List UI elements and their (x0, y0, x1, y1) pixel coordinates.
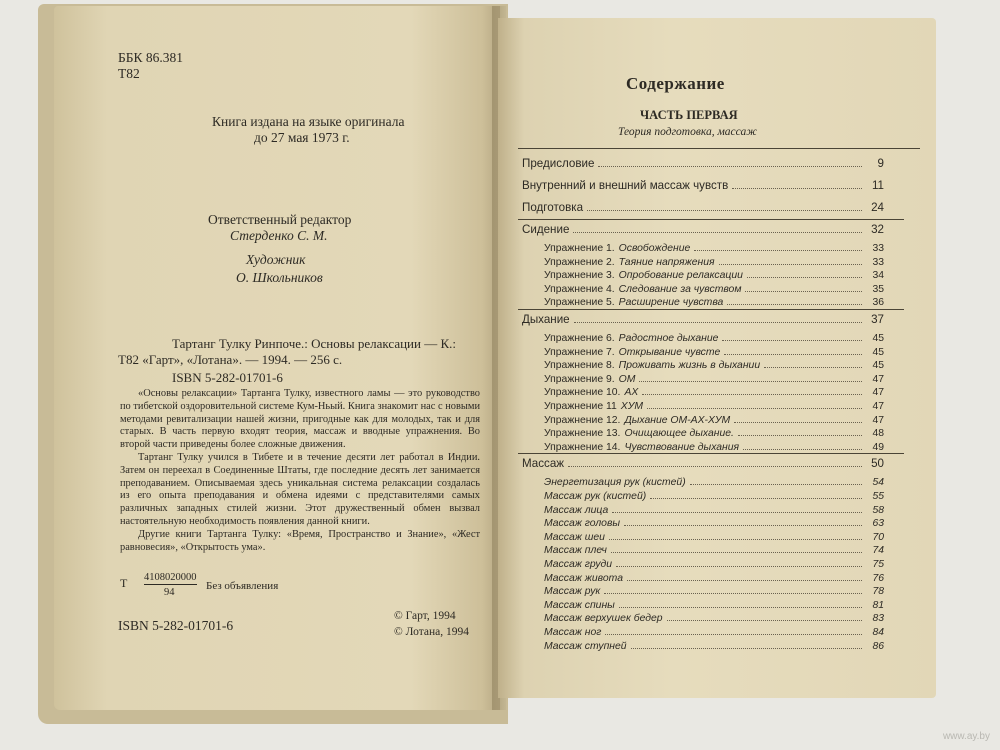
toc-entry-row (522, 425, 884, 439)
toc-entry-label: Упражнение 10. (544, 387, 621, 399)
leader-dots (743, 449, 862, 450)
leader-dots (734, 422, 862, 423)
leader-dots (747, 277, 862, 278)
leader-dots (732, 188, 862, 189)
toc-entry-row (522, 371, 884, 385)
toc-section-row (522, 456, 884, 470)
toc-page-number: 78 (872, 586, 884, 598)
toc-page-number: 33 (872, 243, 884, 254)
toc-page-number: 50 (871, 457, 884, 471)
toc-entry-title: АХ (624, 387, 639, 399)
toc-entry-title: Опробование релаксации (618, 270, 743, 282)
toc-entry-row (522, 254, 884, 268)
leader-dots (745, 291, 862, 292)
no-ads-note: Без объявления (206, 580, 279, 592)
toc-page-number: 47 (872, 414, 884, 426)
toc-page-number: 84 (872, 627, 884, 638)
leader-dots (690, 484, 862, 485)
toc-entry-label: Массаж шеи (544, 531, 605, 543)
leader-dots (624, 525, 862, 526)
catalog-code: Т82 (118, 66, 140, 81)
leader-dots (605, 634, 862, 635)
toc-entry-label: Массаж рук (кистей) (544, 491, 647, 502)
toc-page-number: 36 (872, 297, 884, 309)
toc-entry-row (522, 344, 884, 358)
toc-section-row (522, 200, 884, 214)
leader-dots (627, 580, 862, 581)
toc-page-number: 37 (871, 313, 884, 326)
toc-entry-label: Подготовка (522, 201, 584, 214)
toc-page-number: 55 (872, 491, 884, 502)
toc-entry-label: Массаж (522, 457, 565, 471)
leader-dots (722, 340, 862, 341)
toc-entry-label: Упражнение 3. (544, 270, 615, 282)
toc-entry-row (522, 267, 884, 281)
leader-dots (764, 367, 862, 368)
toc-page-number: 48 (872, 428, 884, 440)
section-divider (518, 453, 904, 454)
toc-entry-row (522, 488, 884, 502)
toc-entry-label: Упражнение 2. (544, 256, 615, 268)
toc-entry-row (522, 240, 884, 254)
leader-dots (611, 552, 862, 553)
toc-page-number: 45 (872, 346, 884, 358)
toc-entry-row (522, 474, 884, 488)
toc-page-number: 34 (872, 270, 884, 282)
toc-page-number: 9 (877, 157, 884, 170)
toc-entry-label: Массаж плеч (544, 545, 607, 557)
toc-entry-label: Упражнение 7. (544, 346, 615, 358)
toc-entry-label: Упражнение 5. (544, 297, 615, 309)
toc-entry-title: Проживать жизнь в дыхании (618, 360, 761, 372)
toc-section-row (522, 178, 884, 192)
toc-entry-row (522, 439, 884, 453)
toc-page-number: 74 (872, 545, 884, 557)
toc-entry-row (522, 529, 884, 543)
toc-page-number: 47 (872, 373, 884, 385)
toc-page-number: 54 (872, 477, 884, 489)
annotation (120, 388, 480, 554)
toc-entry-row (522, 330, 884, 344)
toc-entry-row (522, 542, 884, 556)
toc-entry-label: Упражнение 13. (544, 428, 621, 440)
annotation-paragraph: Тартанг Тулку учился в Тибете и в течение десяти лет работал в Индии. Затем он переехал в Соединенные Штаты, где последние десять лет занимается преподаванием. Описываемая здесь уникальная система релаксации создалась из его опыта преподавания и обмена идеями с представителями самых различных западных стилей жизни. Этот дружественный обмен вызвал настоятельную необходимость появления данной книги. (120, 451, 480, 527)
toc-entry-title: Освобождение (618, 243, 691, 254)
bibliographic-line-1: Тартанг Тулку Ринпоче.: Основы релаксации — К.: (172, 336, 457, 351)
copyright-2: © Лотана, 1994 (394, 626, 470, 638)
toc-entry-label: Упражнение 8. (544, 360, 615, 372)
price-code-letter: Т (120, 576, 128, 590)
isbn-bottom: ISBN 5-282-01701-6 (118, 618, 234, 633)
leader-dots (604, 593, 862, 594)
price-code-denominator: 94 (164, 587, 175, 598)
toc-entry-row (522, 570, 884, 584)
toc-entry-row (522, 624, 884, 638)
toc-entry-label: Массаж верхушек бедер (544, 613, 663, 625)
toc-entry-title: Чувствование дыхания (624, 441, 740, 453)
leader-dots (612, 512, 862, 513)
copyright-1: © Гарт, 1994 (394, 610, 456, 622)
toc-entry-label: Массаж лица (544, 504, 609, 516)
leader-dots (573, 232, 862, 233)
watermark: www.ay.by (942, 731, 990, 742)
toc-page-number: 75 (872, 559, 884, 570)
toc-page-number: 35 (872, 283, 884, 295)
leader-dots (642, 394, 862, 395)
bbk-code: ББК 86.381 (118, 50, 184, 65)
part-heading: ЧАСТЬ ПЕРВАЯ (640, 108, 738, 122)
toc-entry-row (522, 281, 884, 295)
leader-dots (650, 498, 862, 499)
price-code-numerator: 4108020000 (144, 572, 197, 583)
toc-page-number: 24 (871, 201, 884, 214)
contents-title: Содержание (626, 74, 725, 93)
leader-dots (667, 620, 862, 621)
toc-page-number: 45 (872, 360, 884, 372)
toc-entry-label: Упражнение 11 (544, 401, 617, 412)
toc-entry-title: Очищающее дыхание. (624, 428, 734, 440)
toc-entry-title: Следование за чувством (618, 283, 742, 295)
toc-entry-label: Сидение (522, 223, 570, 236)
toc-entry-label: Упражнение 4. (544, 283, 615, 295)
toc-entry-title: ХУМ (620, 401, 644, 412)
toc-entry-label: Энергетизация рук (кистей) (544, 477, 686, 489)
toc-entry-row (522, 294, 884, 308)
toc-entry-row (522, 597, 884, 611)
toc-page-number: 45 (872, 333, 884, 344)
right-page (498, 18, 936, 698)
editor-label: Ответственный редактор (208, 212, 352, 227)
left-page (54, 6, 500, 710)
toc-page-number: 49 (872, 441, 884, 453)
toc-page-number: 81 (872, 599, 884, 611)
toc-entry-title: Расширение чувства (618, 297, 724, 309)
toc-entry-title: Радостное дыхание (618, 333, 719, 344)
toc-page-number: 47 (872, 401, 884, 412)
toc-entry-label: Массаж груди (544, 559, 613, 570)
toc-page-number: 32 (871, 223, 884, 236)
leader-dots (616, 566, 862, 567)
toc-entry-row (522, 412, 884, 426)
artist-label: Художник (246, 252, 306, 267)
toc-entry-label: Упражнение 6. (544, 333, 615, 344)
section-divider (518, 219, 904, 220)
language-note-line-1: Книга издана на языке оригинала (212, 114, 405, 129)
toc-entry-row (522, 610, 884, 624)
part-subtitle: Теория подготовка, массаж (618, 126, 757, 138)
toc-entry-label: Массаж ног (544, 627, 602, 638)
leader-dots (727, 304, 862, 305)
toc-entry-label: Предисловие (522, 157, 595, 170)
toc-page-number: 11 (871, 179, 884, 192)
toc-entry-label: Внутренний и внешний массаж чувств (522, 179, 729, 192)
leader-dots (647, 408, 862, 409)
toc-section-row (522, 222, 884, 236)
editor-name: Стерденко С. М. (230, 228, 328, 243)
toc-entry-label: Массаж спины (544, 599, 615, 611)
toc-page-number: 47 (872, 387, 884, 399)
toc-entry-label: Массаж головы (544, 518, 621, 530)
language-note-line-2: до 27 мая 1973 г. (254, 130, 350, 145)
section-divider (518, 309, 904, 310)
toc-entry-row (522, 638, 884, 652)
leader-dots (568, 466, 862, 467)
toc-entry-row (522, 357, 884, 371)
leader-dots (598, 166, 862, 167)
toc-entry-title: ОМ (618, 373, 636, 385)
leader-dots (619, 607, 862, 608)
isbn-top: ISBN 5-282-01701-6 (172, 370, 283, 385)
leader-dots (738, 435, 862, 436)
leader-dots (724, 354, 862, 355)
leader-dots (574, 322, 862, 323)
leader-dots (587, 210, 862, 211)
annotation-paragraph: Другие книги Тартанга Тулку: «Время, Пространство и Знание», «Жест равновесия», «Открытость ума». (120, 528, 480, 553)
leader-dots (631, 648, 862, 649)
artist-name: О. Школьников (236, 270, 323, 285)
toc-page-number: 33 (872, 256, 884, 268)
toc-entry-row (522, 384, 884, 398)
table-of-contents (522, 18, 884, 698)
toc-section-row (522, 312, 884, 326)
leader-dots (609, 539, 862, 540)
annotation-paragraph: «Основы релаксации» Тартанга Тулку, известного ламы — это руководство по тибетской оздоровительной системе Кум-Ньый. Книга знакомит нас с новыми методами ревитализации нашей жизни, пригодные как для молодых, так и для старых. В часть первую входят теория, массаж и вводные упражнения. Во второй части приведены более сложные движения. (120, 388, 480, 451)
leader-dots (719, 264, 862, 265)
leader-dots (694, 250, 862, 251)
toc-page-number: 83 (872, 613, 884, 625)
toc-entry-row (522, 556, 884, 570)
toc-entry-row (522, 515, 884, 529)
toc-entry-label: Массаж живота (544, 572, 623, 584)
leader-dots (639, 381, 862, 382)
toc-entry-row (522, 398, 884, 412)
toc-entry-row (522, 583, 884, 597)
toc-section-row (522, 156, 884, 170)
toc-page-number: 63 (872, 518, 884, 530)
toc-entry-label: Массаж ступней (544, 640, 627, 652)
toc-page-number: 70 (872, 531, 884, 543)
toc-entry-title: Открывание чувсте (618, 346, 721, 358)
toc-entry-label: Дыхание (522, 313, 570, 326)
toc-page-number: 86 (872, 640, 884, 652)
toc-entry-label: Массаж рук (544, 586, 601, 598)
toc-entry-label: Упражнение 1. (544, 243, 615, 254)
toc-page-number: 76 (872, 572, 884, 584)
toc-entry-row (522, 502, 884, 516)
toc-entry-label: Упражнение 12. (544, 414, 621, 426)
toc-entry-title: Дыхание ОМ-АХ-ХУМ (624, 414, 731, 426)
toc-entry-label: Упражнение 9. (544, 373, 615, 385)
toc-entry-label: Упражнение 14. (544, 441, 621, 453)
toc-page-number: 58 (872, 504, 884, 516)
bibliographic-line-2: Т82 «Гарт», «Лотана». — 1994. — 256 с. (118, 352, 343, 367)
toc-entry-title: Таяние напряжения (618, 256, 715, 268)
